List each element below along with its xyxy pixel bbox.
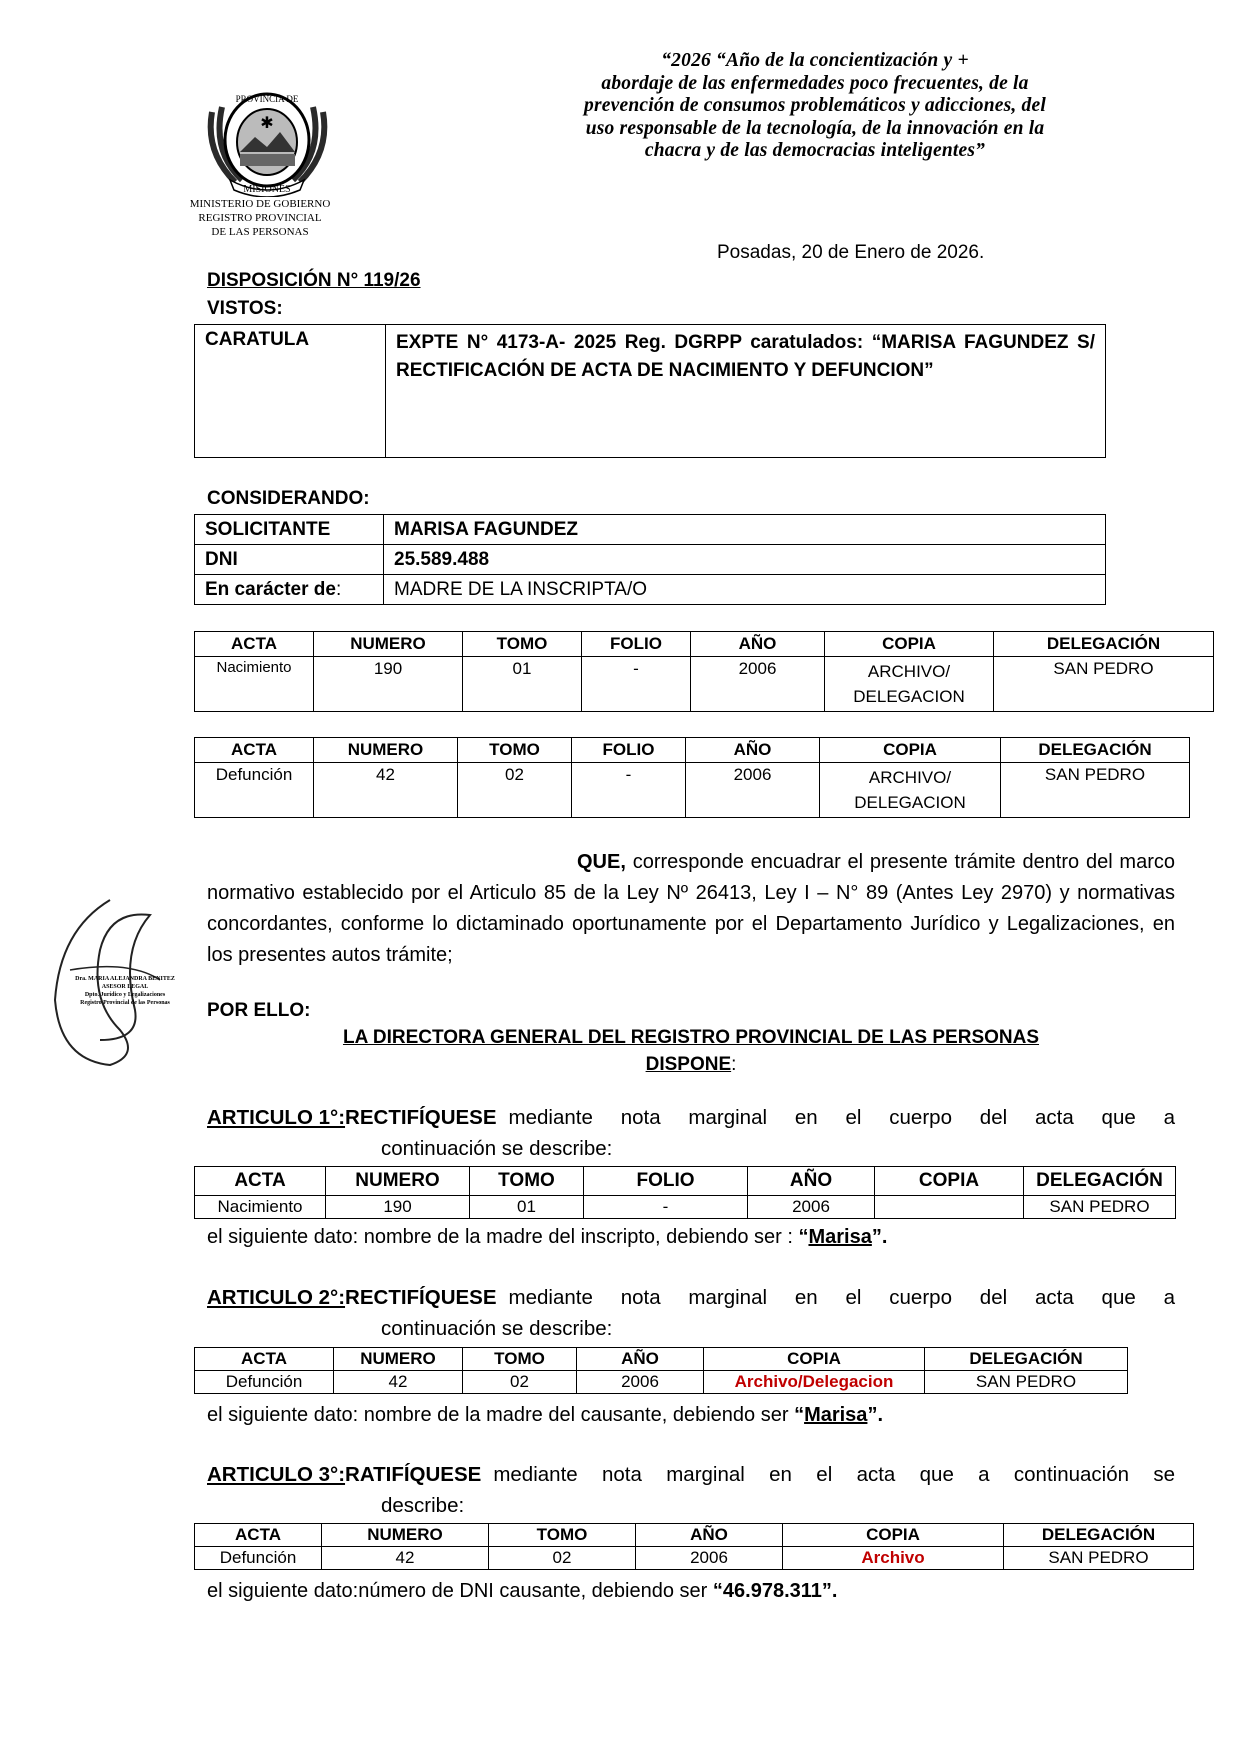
column-header: ACTA [195,1524,322,1547]
article-3-after: el siguiente dato:número de DNI causante, debiendo ser “46.978.311”. [207,1580,838,1602]
dni-label: DNI [195,545,384,575]
table-cell: - [582,657,691,712]
column-header: COPIA [704,1348,925,1371]
column-header: AÑO [691,632,825,657]
caracter-value: MADRE DE LA INSCRIPTA/O [384,575,1106,605]
column-header: TOMO [463,632,582,657]
article-1-after: el siguiente dato: nombre de la madre del inscripto, debiendo ser : “Marisa”. [207,1226,888,1248]
article-1-cont: continuación se describe: [381,1137,613,1160]
que-paragraph [207,847,1175,971]
column-header: AÑO [748,1167,875,1196]
article-3-text: mediante nota marginal en el acta que a continuación se [493,1463,1175,1486]
column-header: DELEGACIÓN [1004,1524,1194,1547]
disposition-number: DISPOSICIÓN N° 119/26 [207,270,421,291]
column-header: NUMERO [326,1167,470,1196]
signature [40,890,175,1075]
article-2-line [207,1286,1175,1310]
column-header: COPIA [820,738,1001,763]
table-header-row [195,738,1190,763]
article-1-value: Marisa [808,1226,872,1248]
column-header: DELEGACIÓN [1001,738,1190,763]
dni-value: 25.589.488 [384,545,1106,575]
article-1-after-text: el siguiente dato: nombre de la madre del inscripto, debiendo ser : [207,1226,799,1248]
article-2-text: mediante nota marginal en el cuerpo del acta que a [508,1286,1175,1309]
acta-table-art3 [194,1523,1194,1570]
signature-stamp [75,975,175,1007]
que-label: QUE, [577,851,626,873]
vistos-label: VISTOS: [207,298,283,319]
caratula-label: CARATULA [195,325,386,458]
column-header: FOLIO [584,1167,748,1196]
article-1-verb: RECTIFÍQUESE [345,1106,497,1129]
table-row [195,1196,1176,1219]
article-2-value: Marisa [804,1404,868,1426]
solicitante-label: SOLICITANTE [195,515,384,545]
caracter-colon: : [335,578,342,600]
acta-table-defuncion [194,737,1190,818]
caracter-cell [195,575,384,605]
table-cell: Archivo [783,1547,1004,1570]
stamp-line: Registro Provincial de las Personas [80,1000,170,1006]
table-cell: Defunción [195,1547,322,1570]
table-cell: 2006 [636,1547,783,1570]
column-header: ACTA [195,632,314,657]
table-cell: ARCHIVO/ DELEGACION [820,763,1001,818]
considerando-label: CONSIDERANDO: [207,488,370,509]
table-cell: 2006 [748,1196,875,1219]
column-header: DELEGACIÓN [994,632,1214,657]
column-header: COPIA [783,1524,1004,1547]
article-2-after: el siguiente dato: nombre de la madre del causante, debiendo ser “Marisa”. [207,1404,883,1426]
table-cell: 190 [326,1196,470,1219]
table-cell: 2006 [686,763,820,818]
column-header: FOLIO [572,738,686,763]
svg-text:PROVINCIA DE: PROVINCIA DE [235,94,299,104]
table-header-row [195,1524,1194,1547]
dispone-line [207,1054,1175,1076]
stamp-line: Dpto. Jurídico y Legalizaciones [84,992,166,998]
ministry-block [180,197,340,239]
table-cell: 2006 [577,1371,704,1394]
article-2-label: ARTICULO 2°: [207,1286,346,1309]
dispone-colon: : [731,1054,737,1075]
table-cell: - [584,1196,748,1219]
ministry-line: MINISTERIO DE GOBIERNO [189,198,331,210]
table-cell: - [572,763,686,818]
article-1-label: ARTICULO 1°: [207,1106,346,1129]
article-3-after-text: el siguiente dato:número de DNI causante, debiendo ser [207,1580,713,1602]
motto-line: “2026 “Año de la concientización y + [661,50,969,71]
column-header: DELEGACIÓN [1024,1167,1176,1196]
table-cell: 02 [489,1547,636,1570]
article-3-line [207,1463,1175,1487]
article-2-after-text: el siguiente dato: nombre de la madre del causante, debiendo ser [207,1404,795,1426]
directora-title: LA DIRECTORA GENERAL DEL REGISTRO PROVINCIAL DE LAS PERSONAS [342,1027,1040,1048]
table-cell: SAN PEDRO [994,657,1214,712]
column-header: ACTA [195,1167,326,1196]
que-text: corresponde encuadrar el presente trámite dentro del marco normativo establecido por el Articulo 85 de la Ley Nº 26413, Ley I – N° 89 (Antes Ley 2970) y normativas concordantes, conforme lo dictaminado oportunamente por el Departamento Jurídico y Legalizaciones, en los presentes autos trámite; [207,851,1175,966]
column-header: AÑO [636,1524,783,1547]
caratula-table [194,324,1106,458]
article-2-cont: continuación se describe: [381,1317,613,1340]
column-header: ACTA [195,1348,334,1371]
article-1-line [207,1106,1175,1130]
table-cell: 42 [334,1371,463,1394]
applicant-table [194,514,1106,605]
motto-line: uso responsable de la tecnología, de la innovación en la [585,117,1045,139]
year-motto [480,50,1150,163]
article-3-value: 46.978.311 [722,1580,822,1602]
table-row [195,1547,1194,1570]
column-header: DELEGACIÓN [925,1348,1128,1371]
table-cell: SAN PEDRO [925,1371,1128,1394]
column-header: AÑO [686,738,820,763]
table-cell: SAN PEDRO [1024,1196,1176,1219]
table-header-row [195,632,1214,657]
table-cell: Nacimiento [195,657,314,712]
column-header: TOMO [470,1167,584,1196]
article-2-verb: RECTIFÍQUESE [345,1286,497,1309]
table-cell: 02 [463,1371,577,1394]
table-cell: Nacimiento [195,1196,326,1219]
table-cell: SAN PEDRO [1001,763,1190,818]
dispone: DISPONE [645,1054,732,1075]
table-cell: 2006 [691,657,825,712]
por-ello: POR ELLO: [207,1000,311,1021]
table-header-row [195,1348,1128,1371]
table-cell: 01 [463,657,582,712]
column-header: NUMERO [322,1524,489,1547]
table-cell: Defunción [195,1371,334,1394]
table-row [195,657,1214,712]
table-row [195,763,1190,818]
acta-table-art1 [194,1166,1176,1219]
table-cell: ARCHIVO/ DELEGACION [825,657,994,712]
column-header: NUMERO [314,632,463,657]
table-row [195,1371,1128,1394]
article-3-label: ARTICULO 3°: [207,1463,346,1486]
province-seal [200,82,335,197]
place-date: Posadas, 20 de Enero de 2026. [717,242,985,263]
caracter-label: En carácter de [205,578,336,600]
column-header: COPIA [875,1167,1024,1196]
column-header: NUMERO [334,1348,463,1371]
article-1-text: mediante nota marginal en el cuerpo del acta que a [508,1106,1175,1129]
column-header: FOLIO [582,632,691,657]
svg-text:MISIONES: MISIONES [243,184,291,195]
caratula-text: EXPTE N° 4173-A- 2025 Reg. DGRPP caratulados: “MARISA FAGUNDEZ S/ RECTIFICACIÓN DE ACTA DE NACIMIENTO Y DEFUNCION” [386,325,1106,458]
column-header: TOMO [463,1348,577,1371]
column-header: AÑO [577,1348,704,1371]
table-cell: SAN PEDRO [1004,1547,1194,1570]
stamp-line: Dra. MARIA ALEJANDRA BENITEZ [75,976,175,982]
table-cell: 42 [314,763,458,818]
table-cell: 01 [470,1196,584,1219]
table-cell: Defunción [195,763,314,818]
column-header: TOMO [489,1524,636,1547]
ministry-line: DE LAS PERSONAS [211,226,309,238]
motto-line: chacra y de las democracias inteligentes” [644,140,986,161]
table-cell: 190 [314,657,463,712]
acta-table-nacimiento [194,631,1214,712]
column-header: TOMO [458,738,572,763]
table-cell [875,1196,1024,1219]
motto-line: prevención de consumos problemáticos y adicciones, del [584,95,1046,116]
stamp-line: ASESOR LEGAL [101,984,149,990]
ministry-line: REGISTRO PROVINCIAL [198,212,322,224]
motto-line: abordaje de las enfermedades poco frecuentes, de la [601,72,1029,94]
column-header: NUMERO [314,738,458,763]
column-header: ACTA [195,738,314,763]
column-header: COPIA [825,632,994,657]
svg-text:✱: ✱ [260,113,274,132]
table-header-row [195,1167,1176,1196]
table-cell: Archivo/Delegacion [704,1371,925,1394]
table-cell: 42 [322,1547,489,1570]
article-3-verb: RATIFÍQUESE [345,1463,482,1486]
acta-table-art2 [194,1347,1128,1394]
solicitante-value: MARISA FAGUNDEZ [384,515,1106,545]
table-cell: 02 [458,763,572,818]
article-3-cont: describe: [381,1494,465,1517]
